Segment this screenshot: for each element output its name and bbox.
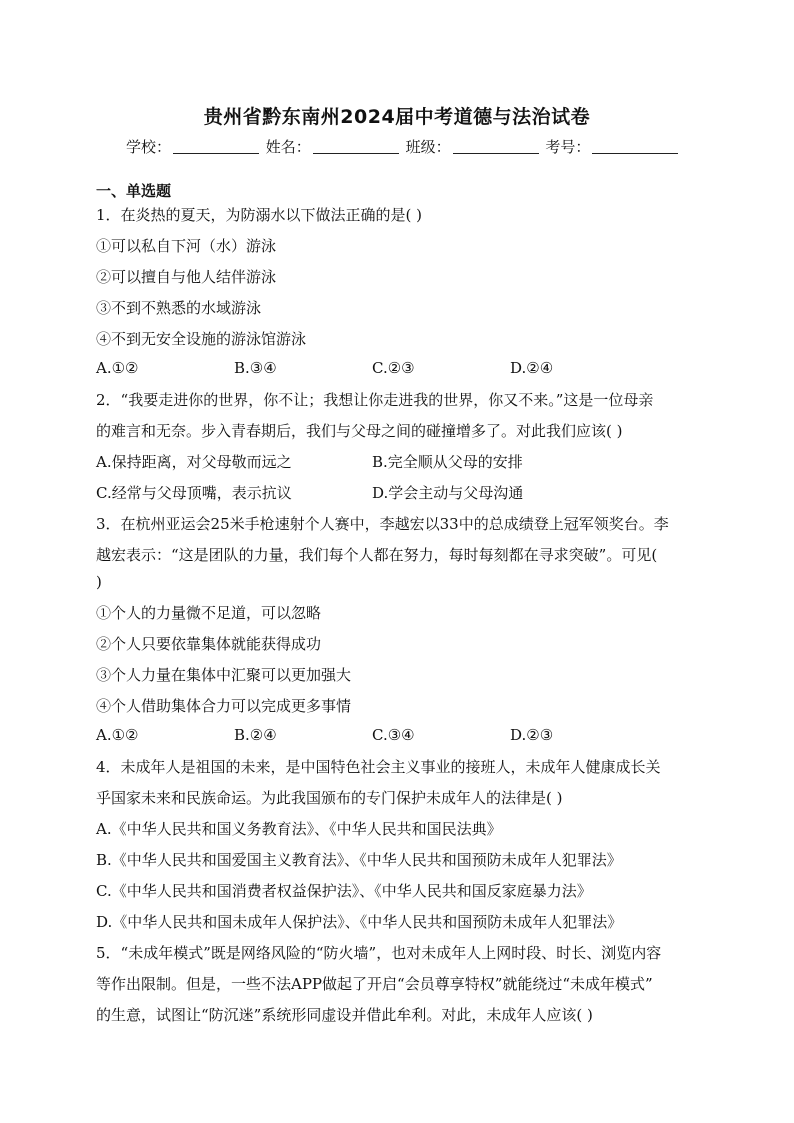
exam-title: 贵州省黔东南州2024届中考道德与法治试卷: [203, 106, 591, 128]
school-blank[interactable]: [173, 138, 259, 154]
name-blank[interactable]: [313, 138, 399, 154]
q1-option-c[interactable]: C.②③: [372, 359, 415, 377]
q2-option-d[interactable]: D.学会主动与父母沟通: [372, 484, 524, 502]
q3-item: ④个人借助集体合力可以完成更多事情: [96, 697, 352, 715]
q4-stem-line: 4．未成年人是祖国的未来，是中国特色社会主义事业的接班人，未成年人健康成长关: [96, 758, 661, 776]
q2-option-a[interactable]: A.保持距离，对父母敬而远之: [96, 453, 292, 471]
section-heading: 一、单选题: [96, 182, 172, 200]
student-info-row: [126, 136, 680, 157]
q5-stem-line: 的生意，试图让“防沉迷”系统形同虚设并借此牟利。对此，未成年人应该( ): [96, 1006, 593, 1024]
q4-option-c[interactable]: C.《中华人民共和国消费者权益保护法》、《中华人民共和国反家庭暴力法》: [96, 882, 592, 900]
q3-stem-line: 越宏表示：“这是团队的力量，我们每个人都在努力，每时每刻都在寻求突破”。可见(: [96, 546, 658, 564]
q1-item: ③不到不熟悉的水域游泳: [96, 299, 262, 317]
q4-stem-line: 乎国家未来和民族命运。为此我国颁布的专门保护未成年人的法律是( ): [96, 789, 563, 807]
q3-option-d[interactable]: D.②③: [510, 726, 554, 744]
q2-stem-line: 的难言和无奈。步入青春期后，我们与父母之间的碰撞增多了。对此我们应该( ): [96, 422, 623, 440]
q3-item: ②个人只要依靠集体就能获得成功: [96, 635, 322, 653]
q1-option-b[interactable]: B.③④: [234, 359, 277, 377]
q3-option-a[interactable]: A.①②: [96, 726, 139, 744]
name-label: 姓名：: [265, 138, 311, 156]
q2-option-c[interactable]: C.经常与父母顶嘴，表示抗议: [96, 484, 292, 502]
q1-option-a[interactable]: A.①②: [96, 359, 139, 377]
school-label: 学校：: [126, 138, 172, 156]
q3-item: ①个人的力量微不足道，可以忽略: [96, 604, 322, 622]
q3-item: ③个人力量在集体中汇聚可以更加强大: [96, 666, 352, 684]
q2-stem-line: 2．“我要走进你的世界，你不让；我想让你走进我的世界，你又不来。”这是一位母亲: [96, 391, 654, 409]
q1-stem: 1．在炎热的夏天，为防溺水以下做法正确的是( ): [96, 206, 423, 224]
q4-option-a[interactable]: A.《中华人民共和国义务教育法》、《中华人民共和国民法典》: [96, 820, 502, 838]
q1-item: ①可以私自下河（水）游泳: [96, 237, 277, 255]
q4-option-b[interactable]: B.《中华人民共和国爱国主义教育法》、《中华人民共和国预防未成年人犯罪法》: [96, 851, 622, 869]
q1-item: ②可以擅自与他人结伴游泳: [96, 268, 277, 286]
q2-option-b[interactable]: B.完全顺从父母的安排: [372, 453, 523, 471]
q1-item: ④不到无安全设施的游泳馆游泳: [96, 330, 307, 348]
q5-stem-line: 等作出限制。但是，一些不法APP做起了开启“会员尊享特权”就能绕过“未成年模式”: [96, 975, 653, 993]
q3-stem-line: 3．在杭州亚运会25米手枪速射个人赛中，李越宏以33中的总成绩登上冠军领奖台。李: [96, 515, 669, 533]
class-label: 班级：: [405, 138, 451, 156]
q3-option-c[interactable]: C.③④: [372, 726, 415, 744]
q3-stem-line: ): [96, 573, 102, 591]
number-label: 考号：: [545, 138, 591, 156]
q1-option-d[interactable]: D.②④: [510, 359, 554, 377]
number-blank[interactable]: [592, 138, 678, 154]
q3-option-b[interactable]: B.②④: [234, 726, 277, 744]
q4-option-d[interactable]: D.《中华人民共和国未成年人保护法》、《中华人民共和国预防未成年人犯罪法》: [96, 913, 623, 931]
q5-stem-line: 5．“未成年模式”既是网络风险的“防火墙”，也对未成年人上网时段、时长、浏览内容: [96, 944, 662, 962]
class-blank[interactable]: [453, 138, 539, 154]
